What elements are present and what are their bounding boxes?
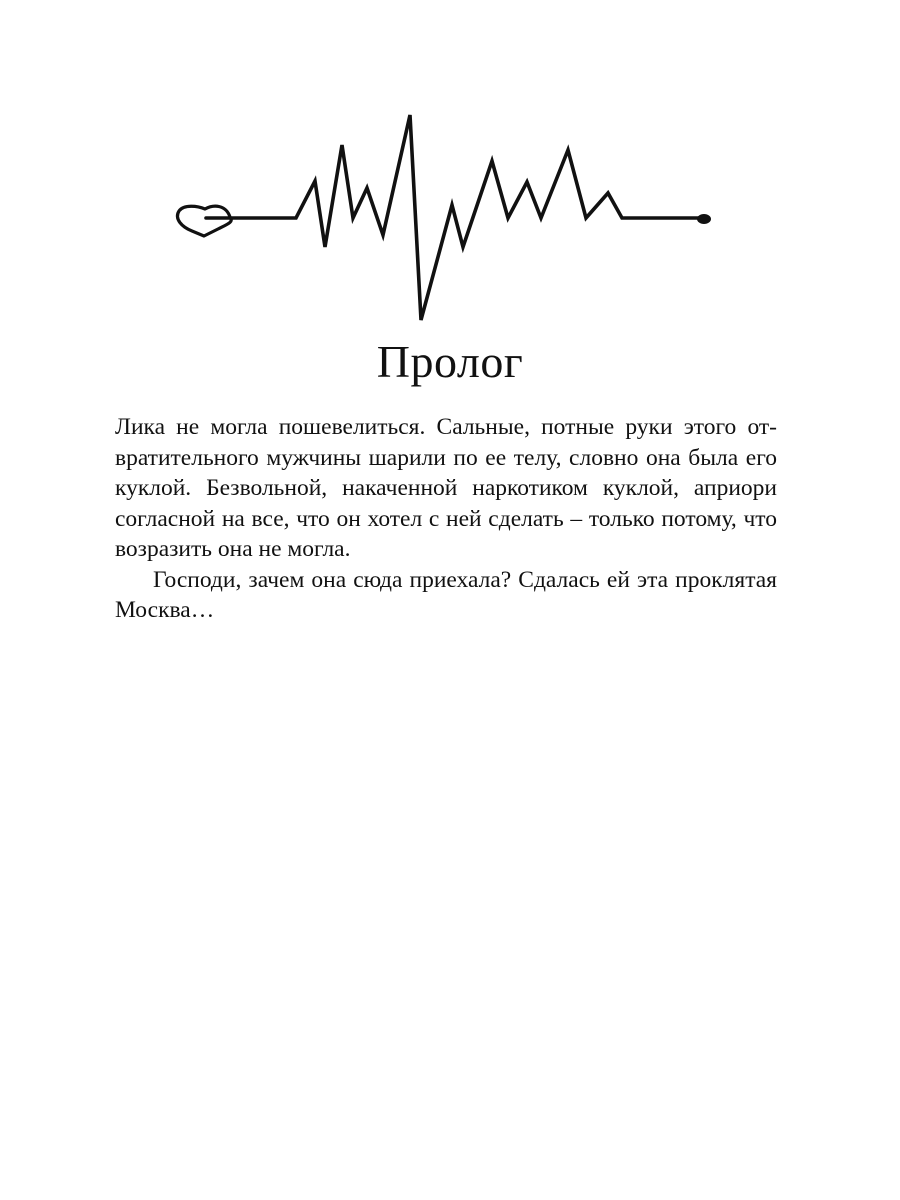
paragraph-2 xyxy=(115,565,777,626)
text-line: вратительного мужчины шарили по ее телу, словно она была его xyxy=(115,444,777,471)
paragraph-1 xyxy=(115,412,777,565)
text-line: Лика не могла пошевелиться. Сальные, потные руки этого от- xyxy=(115,414,777,440)
text-line: Господи, зачем она сюда приехала? Сдалась ей эта проклятая xyxy=(153,566,777,593)
chapter-text xyxy=(115,412,777,626)
pulse-line xyxy=(206,115,703,320)
heartbeat-line-with-heart-icon xyxy=(170,105,720,335)
text-line: куклой. Безвольной, накаченной наркотиком куклой, априори xyxy=(115,475,777,501)
text-line: согласной на все, что он хотел с ней сделать – только потому, что xyxy=(115,505,777,532)
heart-icon xyxy=(177,206,231,236)
pulse-end-dot xyxy=(697,214,711,224)
text-line: возразить она не могла. xyxy=(115,536,351,562)
text-line: Москва… xyxy=(115,597,215,623)
chapter-title: Пролог xyxy=(376,336,524,387)
